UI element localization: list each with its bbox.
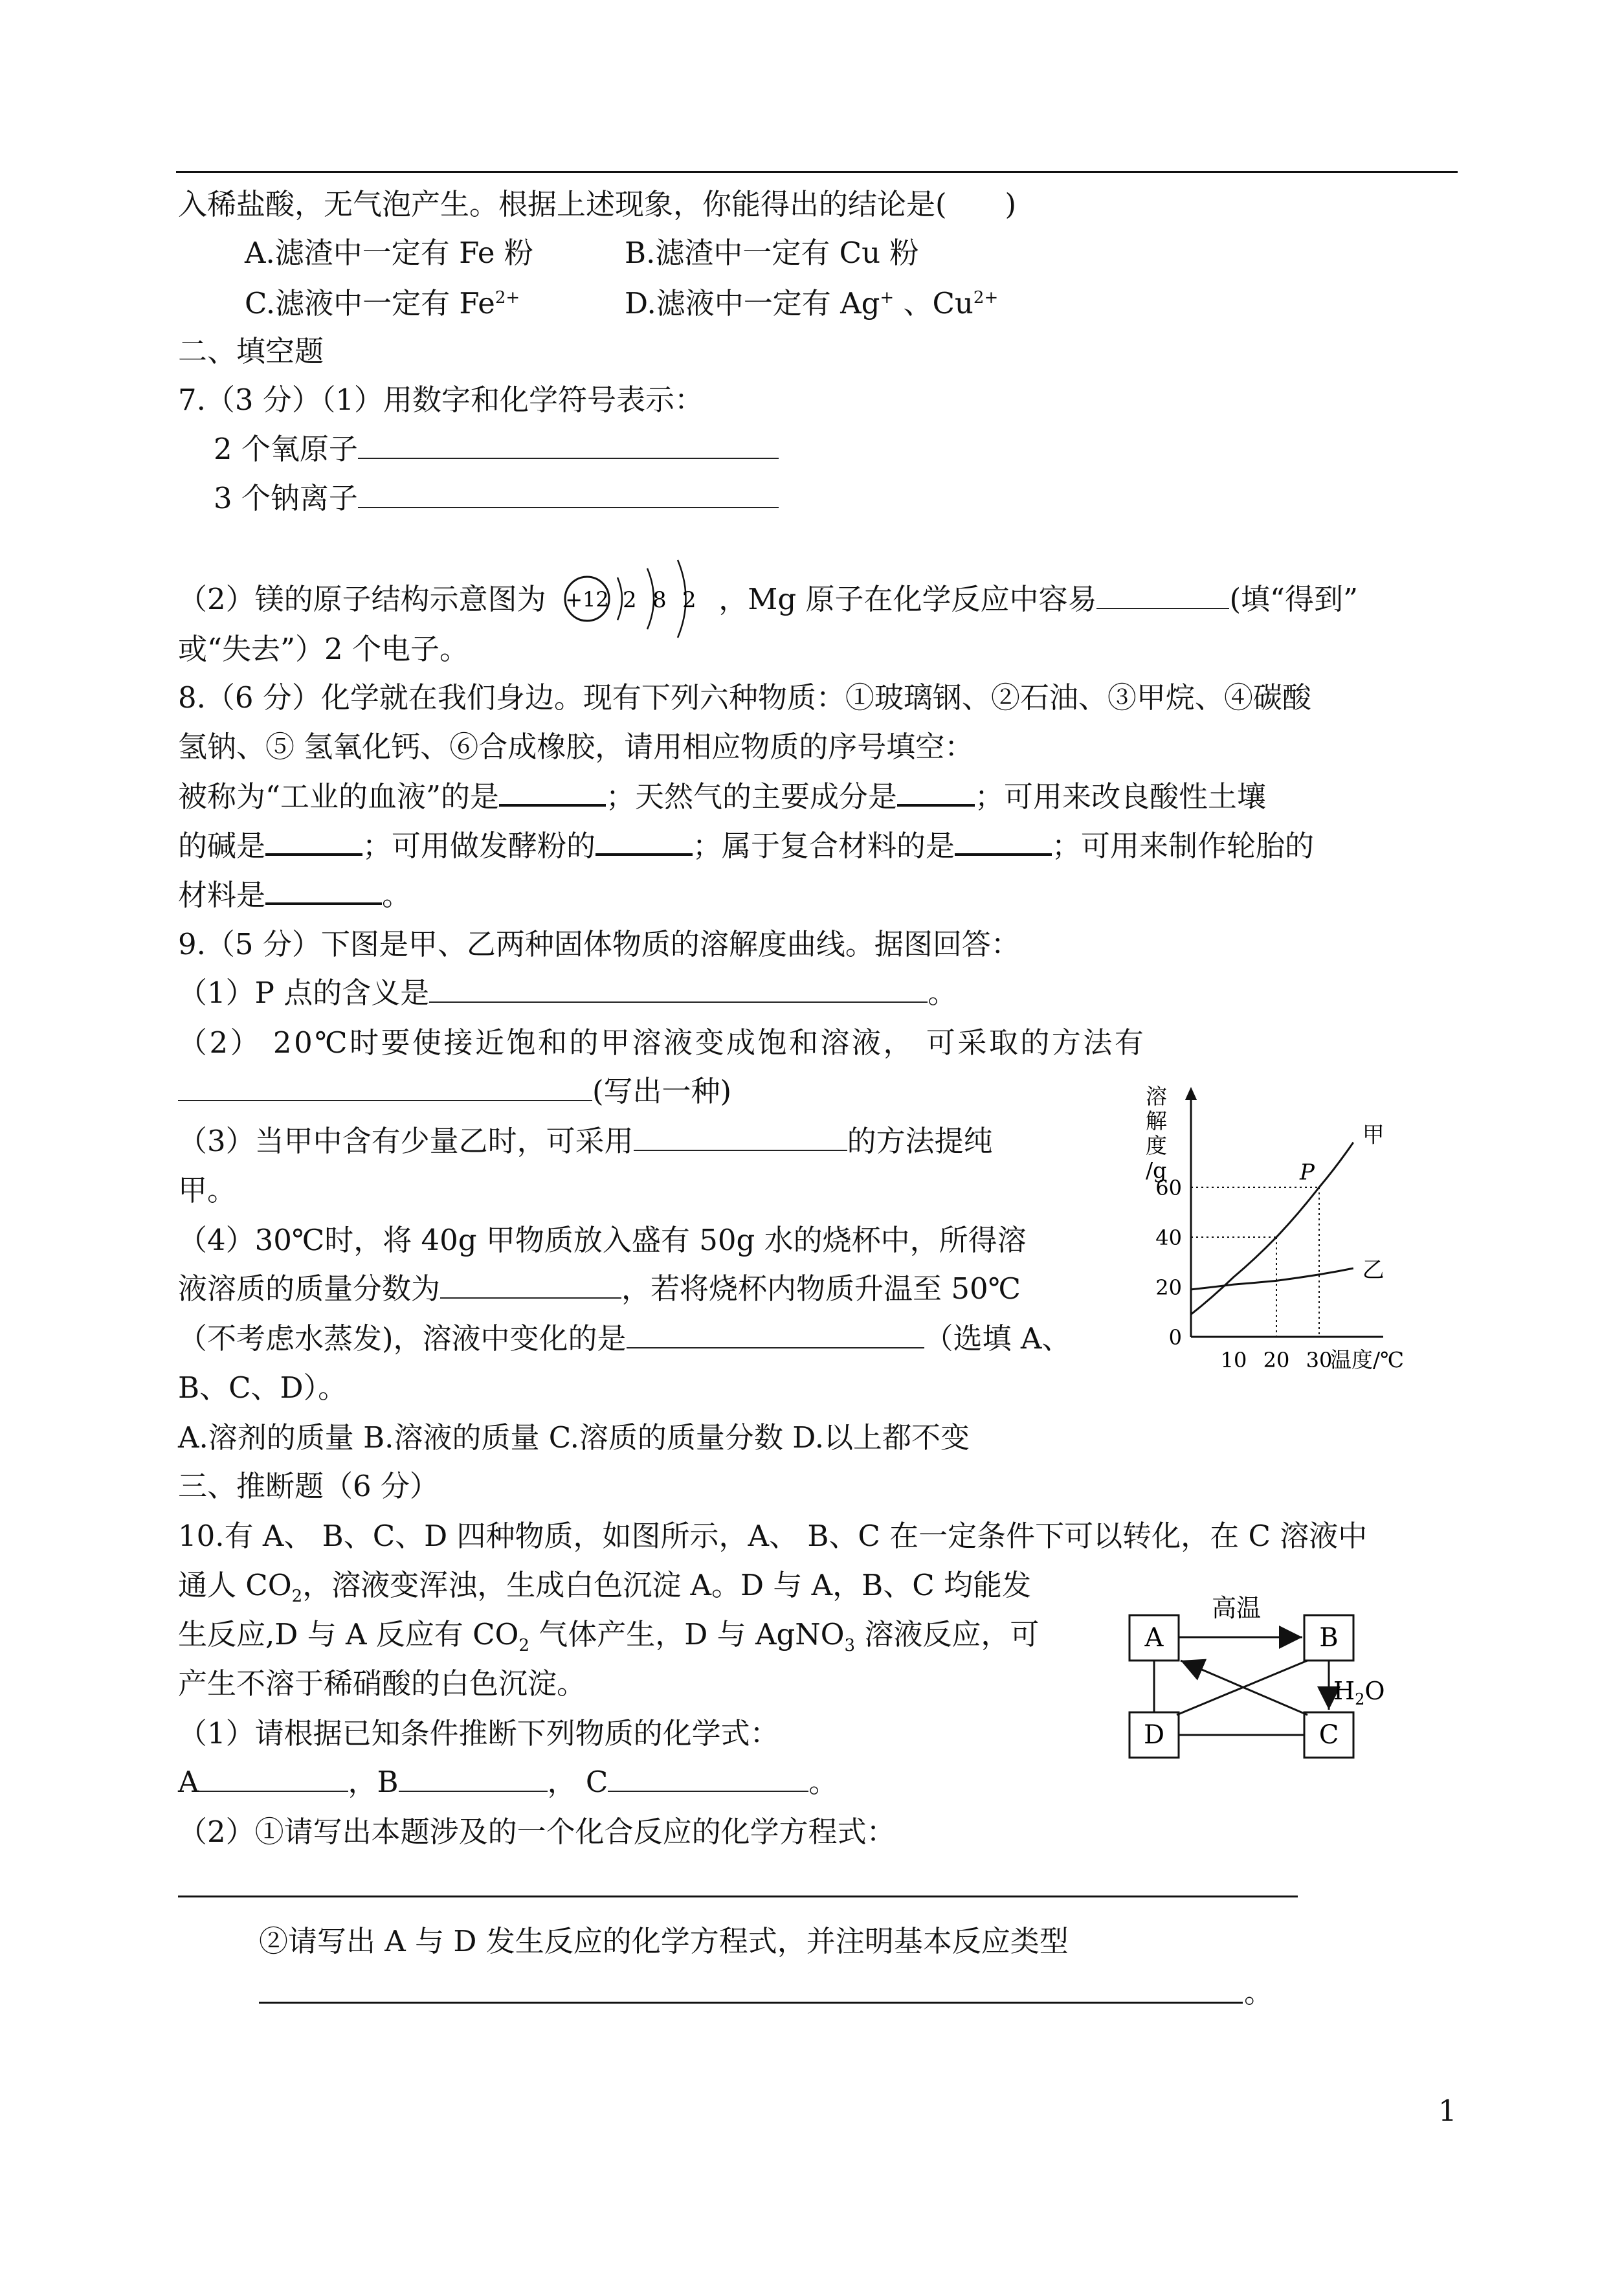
y-axis-label-char: 解 bbox=[1146, 1108, 1167, 1134]
series-curve-yi bbox=[1191, 1268, 1353, 1290]
box-a-label: A bbox=[1144, 1623, 1164, 1653]
shell-2-electrons: 8 bbox=[652, 587, 667, 613]
shell-3-electrons: 2 bbox=[682, 587, 696, 613]
arrow-a-to-b-condition: 高温 bbox=[1211, 1594, 1262, 1622]
q7-part2-line1: （2）镁的原子结构示意图为 +12 2 8 2 ，Mg 原子在化学反应中容易 (填“得到” bbox=[178, 579, 1358, 620]
q9-part4-line1: （4）30℃时，将 40g 甲物质放入盛有 50g 水的烧杯中，所得溶 bbox=[178, 1223, 1027, 1257]
q6-option-c: C.滤液中一定有 $Fe^{2+}$ bbox=[245, 286, 520, 320]
series-curve-jia bbox=[1191, 1143, 1353, 1315]
q9-stem: 9.（5 分）下图是甲、乙两种固体物质的溶解度曲线。据图回答： bbox=[178, 927, 1020, 961]
magnesium-atom-structure-diagram bbox=[558, 557, 707, 641]
y-tick-label: 20 bbox=[1155, 1275, 1182, 1300]
answer-blank[interactable] bbox=[199, 1765, 348, 1792]
y-axis-label-char: 度 bbox=[1146, 1133, 1167, 1158]
y-axis-label bbox=[1146, 1084, 1167, 1183]
q6-option-d: D.滤液中一定有 Ag+ 、$Cu^{2+}$ bbox=[625, 286, 999, 320]
q8-line5: 材料是 。 bbox=[178, 878, 412, 912]
q7-part2-line2: 或“失去”）2 个电子。 bbox=[178, 632, 469, 666]
q9-part3: （3）当甲中含有少量乙时，可采用 的方法提纯 bbox=[178, 1124, 993, 1158]
y-tick-label: 60 bbox=[1155, 1176, 1182, 1200]
answer-blank[interactable] bbox=[178, 1074, 592, 1101]
q8-line3: 被称为“工业的血液”的是 ；天然气的主要成分是 ；可用来改良酸性土壤 bbox=[178, 779, 1267, 814]
series-label-yi: 乙 bbox=[1362, 1257, 1385, 1284]
q9-part1: （1）P 点的含义是 。 bbox=[178, 976, 957, 1010]
q7-item2: 3 个钠离子 bbox=[214, 478, 779, 519]
q7-stem: 7.（3 分）（1）用数字和化学符号表示： bbox=[178, 383, 704, 417]
answer-blank[interactable] bbox=[399, 1765, 548, 1792]
q7-item1: 2 个氧原子 bbox=[214, 429, 779, 469]
answer-blank[interactable] bbox=[358, 481, 779, 508]
y-axis-label-char: 溶 bbox=[1146, 1084, 1167, 1109]
answer-blank[interactable] bbox=[608, 1765, 808, 1792]
q10-part1: （1）请根据已知条件推断下列物质的化学式： bbox=[178, 1716, 779, 1751]
q10-line2: 通人 $CO_2$，溶液变浑浊，生成白色沉淀 A。D 与 A，B、C 均能发 bbox=[178, 1568, 1031, 1606]
chart-axes bbox=[1185, 1087, 1383, 1337]
y-tick-label: 0 bbox=[1168, 1325, 1182, 1350]
section-title-inference: 三、推断题（6 分） bbox=[178, 1469, 439, 1503]
q10-line4: 产生不溶于稀硝酸的白色沉淀。 bbox=[178, 1666, 586, 1701]
answer-blank[interactable] bbox=[634, 1124, 847, 1151]
q6-option-b: B.滤渣中一定有 Cu 粉 bbox=[625, 236, 919, 270]
q9-part2: （2） 20℃时要使接近饱和的甲溶液变成饱和溶液， 可采取的方法有 bbox=[178, 1025, 1146, 1060]
box-b-label: B bbox=[1319, 1623, 1339, 1653]
q6-stem: 入稀盐酸，无气泡产生。根据上述现象，你能得出的结论是( ) bbox=[178, 187, 1017, 221]
q9-part4-line2: 液溶质的质量分数为 ，若将烧杯内物质升温至 50℃ bbox=[178, 1271, 1021, 1306]
answer-blank[interactable] bbox=[1096, 582, 1229, 609]
page-number: 1 bbox=[1438, 2094, 1457, 2128]
nucleus-charge: +12 bbox=[565, 587, 609, 612]
substance-conversion-diagram bbox=[1120, 1570, 1405, 1771]
q8-line2: 氢钠、⑤ 氢氧化钙、⑥合成橡胶，请用相应物质的序号填空： bbox=[178, 730, 974, 764]
chart-series bbox=[1191, 1123, 1385, 1315]
section-title-fill-in: 二、填空题 bbox=[178, 334, 324, 368]
shell-1-electrons: 2 bbox=[622, 587, 637, 613]
q10-part2: （2）①请写出本题涉及的一个化合反应的化学方程式： bbox=[178, 1815, 896, 1849]
answer-blank[interactable] bbox=[429, 976, 928, 1003]
y-tick-label: 40 bbox=[1155, 1225, 1182, 1250]
y-axis-label-unit: /g bbox=[1146, 1158, 1167, 1183]
q10-part1-blanks: A ，B ， C 。 bbox=[178, 1765, 838, 1799]
q10-line3: 生反应,D 与 A 反应有 $CO_2$ 气体产生，D 与 AgNO$_3$ 溶液反应，可 bbox=[178, 1617, 1040, 1655]
x-tick-label: 10 bbox=[1220, 1348, 1247, 1372]
x-tick-label: 20 bbox=[1263, 1348, 1290, 1372]
arrow-b-to-c-reagent: $H_2O$ bbox=[1333, 1677, 1385, 1708]
point-p-label: P bbox=[1300, 1159, 1315, 1185]
answer-blank[interactable] bbox=[358, 432, 779, 459]
q10-part2-item2: ②请写出 A 与 D 发生反应的化学方程式，并注明基本反应类型 bbox=[259, 1924, 1069, 1958]
q9-part3-line2: 甲。 bbox=[178, 1173, 237, 1207]
q8-line4: 的碱是 ；可用做发酵粉的 ；属于复合材料的是 ；可用来制作轮胎的 bbox=[178, 829, 1315, 863]
q6-option-a: A.滤渣中一定有 Fe 粉 bbox=[245, 236, 533, 270]
answer-blank[interactable] bbox=[499, 778, 606, 807]
box-d-label: D bbox=[1143, 1720, 1165, 1750]
header-rule bbox=[176, 171, 1458, 173]
series-label-jia: 甲 bbox=[1362, 1122, 1385, 1148]
answer-blank[interactable] bbox=[897, 778, 975, 807]
q9-part2-tail: (写出一种) bbox=[178, 1071, 731, 1112]
y-axis-arrow bbox=[1185, 1087, 1197, 1100]
box-c-label: C bbox=[1318, 1720, 1339, 1750]
answer-blank[interactable] bbox=[595, 827, 693, 856]
q10-part2-end: 。 bbox=[1244, 1975, 1274, 2009]
answer-blank[interactable] bbox=[955, 827, 1052, 856]
x-tick-label: 30 bbox=[1306, 1348, 1333, 1372]
q9-part4-line4: B、C、D）。 bbox=[178, 1370, 348, 1405]
q8-line1: 8.（6 分）化学就在我们身边。现有下列六种物质：①玻璃钢、②石油、③甲烷、④碳酸 bbox=[178, 680, 1311, 715]
answer-blank[interactable] bbox=[265, 827, 362, 856]
q9-part4-line3: （不考虑水蒸发)，溶液中变化的是 （选填 A、 bbox=[178, 1321, 1071, 1356]
solubility-curve-chart bbox=[1146, 1078, 1443, 1382]
answer-line[interactable] bbox=[178, 1896, 1298, 1897]
answer-blank[interactable] bbox=[440, 1271, 621, 1299]
answer-line[interactable] bbox=[259, 2002, 1243, 2004]
answer-blank[interactable] bbox=[265, 877, 382, 905]
answer-blank[interactable] bbox=[627, 1321, 924, 1348]
q10-line1: 10.有 A、 B、C、D 四种物质，如图所示，A、 B、C 在一定条件下可以转化，在 C 溶液中 bbox=[178, 1519, 1368, 1553]
q9-options: A.溶剂的质量 B.溶液的质量 C.溶质的质量分数 D.以上都不变 bbox=[178, 1420, 970, 1455]
x-axis-label: 温度/℃ bbox=[1330, 1347, 1405, 1372]
